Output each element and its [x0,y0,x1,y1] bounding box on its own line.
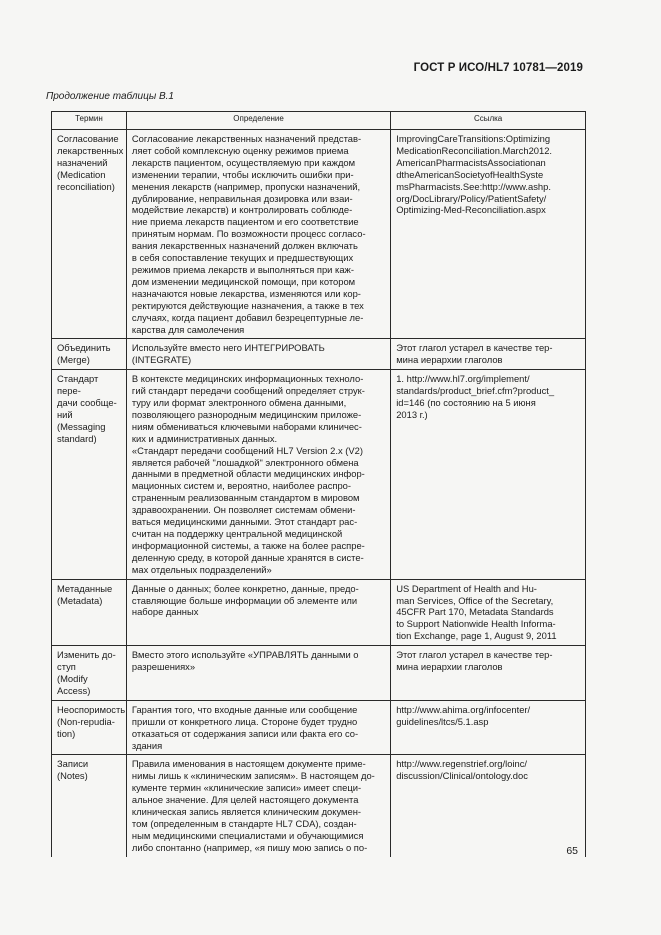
text-line: (INTEGRATE) [131,354,192,366]
text-line: org/DocLibrary/Policy/PatientSafety/ [396,192,547,204]
text-line: кументе термин «клинические записи» имеет специ- [131,782,362,794]
text-line: AmericanPharmacistsAssociationan [396,156,546,168]
text-line: Optimizing-Med-Reconciliation.aspx [396,204,546,216]
terms-table [51,111,586,857]
column-header-term: Термин [52,112,127,130]
text-line: US Department of Health and Hu- [396,582,537,594]
text-line: дом изменении медицинской помощи, при котором [131,275,356,287]
text-line: discussion/Clinical/ontology.doc [396,770,528,782]
page-number: 65 [566,845,578,857]
text-line: лекарств пациентом, осуществляемую при каждом [131,156,356,168]
text-line: (Metadata) [57,594,103,606]
text-line: вания лекарственных назначений должен включать [131,240,358,252]
text-line: является рабочей "лошадкой" электронного обмена [131,456,359,468]
text-line: назначений [57,156,108,168]
text-line: man Services, Office of the Secretary, [396,594,554,606]
text-line: считан на поддержку центральной медицинской [131,528,343,539]
text-line: модействие лекарств) и контролировать соблюде- [131,204,353,216]
text-line: информационной системы, а также на более распре- [131,539,365,551]
text-line: 45CFR Part 170, Metadata Standards [396,606,554,618]
definition-cell [126,755,390,857]
reference-cell [391,579,586,646]
text-line: позволяющего разнородным медицинским приложе- [131,408,362,420]
text-line: ких и административных данных. [131,432,278,444]
table-caption: Продолжение таблицы В.1 [46,91,174,102]
text-line: наборе данных [131,606,199,618]
text-line: мина иерархии глаголов [396,354,503,366]
text-line: msPharmacists.See:http://www.ashp. [396,180,551,192]
text-line: http://www.ahima.org/infocenter/ [396,703,531,715]
text-line: в себя сопоставление текущих и предшествующих [131,252,354,264]
text-line: изменении терапии, чтобы исключить ошибки при- [131,168,354,180]
text-line: Используйте вместо него ИНТЕГРИРОВАТЬ [131,342,325,354]
text-line: ставляющие больше информации об элементе или [131,594,358,606]
text-line: ваться медицинскими данными. Этот стандарт рас- [131,516,358,528]
text-line: данными в предметной области медицинских инфор- [131,468,365,480]
term-cell [52,579,127,646]
text-line: tion) [57,727,76,739]
text-line: id=146 (по состоянию на 5 июня [396,397,536,409]
table-header-row [52,112,586,130]
text-line: (Non-repudia- [57,715,115,727]
text-line: Этот глагол устарел в качестве тер- [396,649,553,661]
reference-cell [391,339,586,370]
text-line: tion Exchange, page 1, August 9, 2011 [396,630,557,642]
table-row [52,755,586,857]
text-line: здравоохранении. Он позволяет системам обмени- [131,504,356,516]
reference-cell [391,130,586,339]
text-line: клиническая запись является клиническим докумен- [131,806,362,818]
text-line: ний [57,408,73,420]
text-line: Объединить [57,342,111,354]
text-line: Данные о данных; более конкретно, данные, предо- [131,582,359,594]
text-line: standard) [57,432,97,444]
text-line: мина иерархии глаголов [396,661,503,673]
text-line: standards/product_brief.cfm?product_ [396,385,555,397]
reference-cell [391,370,586,579]
document-standard-header: ГОСТ Р ИСО/HL7 10781—2019 [413,62,583,74]
text-line: guidelines/ltcs/5.1.asp [396,715,489,727]
text-line: Изменить до- [57,649,116,661]
text-line: http://www.regenstrief.org/loinc/ [396,758,528,770]
text-line: 2013 г.) [396,408,428,420]
text-line: либо спонтанно (например, «я пишу мою запись о по- [131,841,368,853]
text-line: дачи сообще- [57,397,117,409]
definition-cell [126,579,390,646]
text-line: Этот глагол устарел в качестве тер- [396,342,553,354]
text-line: Гарантия того, что входные данные или сообщение [131,703,358,715]
text-line: назначаются новые лекарства, изменяются или кор- [131,287,361,299]
text-line: мах отдельных подразделений» [131,563,272,575]
text-line: ректируются действующие назначения, а также в тех [131,299,364,311]
reference-cell [391,755,586,857]
reference-cell [391,646,586,701]
text-line: здания [131,739,163,751]
text-line: В контексте медицинских информационных техноло- [131,373,364,385]
text-line: туру или формат электронного обмена данными, [131,397,347,409]
text-line: дублирование, неправильная дозировка или взаи- [131,192,353,204]
text-line: мационных систем и, вероятно, наиболее распро- [131,480,352,492]
table-row [52,646,586,701]
text-line: нимы лишь к «клиническим записям». В настоящем до- [131,770,375,782]
text-line: гий стандарт передачи сообщений определяет струк- [131,385,365,397]
table-row [52,370,586,579]
text-line: Согласование [57,133,119,144]
text-line: Стандарт пере- [57,373,99,397]
text-line: ступ [57,661,76,673]
text-line: Правила именования в настоящем документе приме- [131,758,366,770]
term-cell [52,755,127,857]
term-cell [52,339,127,370]
text-line: reconciliation) [57,180,115,192]
text-line: том (определенным в стандарте HL7 CDA), создан- [131,817,357,829]
text-line: менения лекарств (например, пропуски назначений, [131,180,361,192]
text-line: режимов приема лекарств и выполняться при каж- [131,263,354,275]
text-line: Согласование лекарственных назначений представ- [131,133,362,144]
table-row [52,579,586,646]
text-line: (Modify Access) [57,672,91,696]
text-line: ние приема лекарств пациентом и его соответствие [131,216,359,228]
text-line: лекарственных [57,144,124,156]
text-line: MedicationReconciliation.March2012. [396,144,553,156]
text-line: альное значение. Для целей настоящего документа [131,794,359,806]
text-line: «Стандарт передачи сообщений HL7 Version 2.x (V2) [131,444,363,456]
text-line: (Messaging [57,420,106,432]
column-header-reference: Ссылка [391,112,586,130]
text-line: принятым нормам. По возможности процесс согласо- [131,228,366,240]
text-line: страненным реализованным стандартом в мировом [131,492,360,504]
definition-cell [126,339,390,370]
text-line: (Notes) [57,770,88,782]
text-line: ниям обмениваться ключевыми наборами клиничес- [131,420,362,432]
table-row [52,339,586,370]
table-row [52,130,586,339]
definition-cell [126,370,390,579]
text-line: (Merge) [57,354,90,366]
text-line: ным медицинскими специалистами и обучающимися [131,829,364,841]
term-cell [52,370,127,579]
text-line: ляет собой комплексную оценку режимов приема [131,144,349,156]
definition-cell [126,646,390,701]
reference-cell [391,700,586,755]
text-line: деленную среду, в которой данные хранятся в систе- [131,551,364,563]
term-cell [52,700,127,755]
text-line: разрешениях» [131,661,196,673]
column-header-definition: Определение [126,112,390,130]
text-line: случаях, когда пациент добавил безрецептурные ле- [131,311,364,323]
term-cell [52,646,127,701]
definition-cell [126,700,390,755]
text-line: ImprovingCareTransitions:Optimizing [396,133,551,144]
text-line: карства для самолечения [131,323,245,335]
text-line: пришли от конкретного лица. Стороне будет трудно [131,715,358,727]
text-line: dtheAmericanSocietyofHealthSyste [396,168,544,180]
text-line: Вместо этого используйте «УПРАВЛЯТЬ данными о [131,649,359,661]
text-line: to Support Nationwide Health Informa- [396,618,556,630]
text-line: Неоспоримость [57,703,126,715]
term-cell [52,130,127,339]
text-line: 1. http://www.hl7.org/implement/ [396,373,530,385]
text-line: Записи [57,758,89,770]
table-row [52,700,586,755]
text-line: (Medication [57,168,106,180]
text-line: отказаться от содержания записи или факта его со- [131,727,359,739]
text-line: Метаданные [57,582,113,594]
definition-cell [126,130,390,339]
